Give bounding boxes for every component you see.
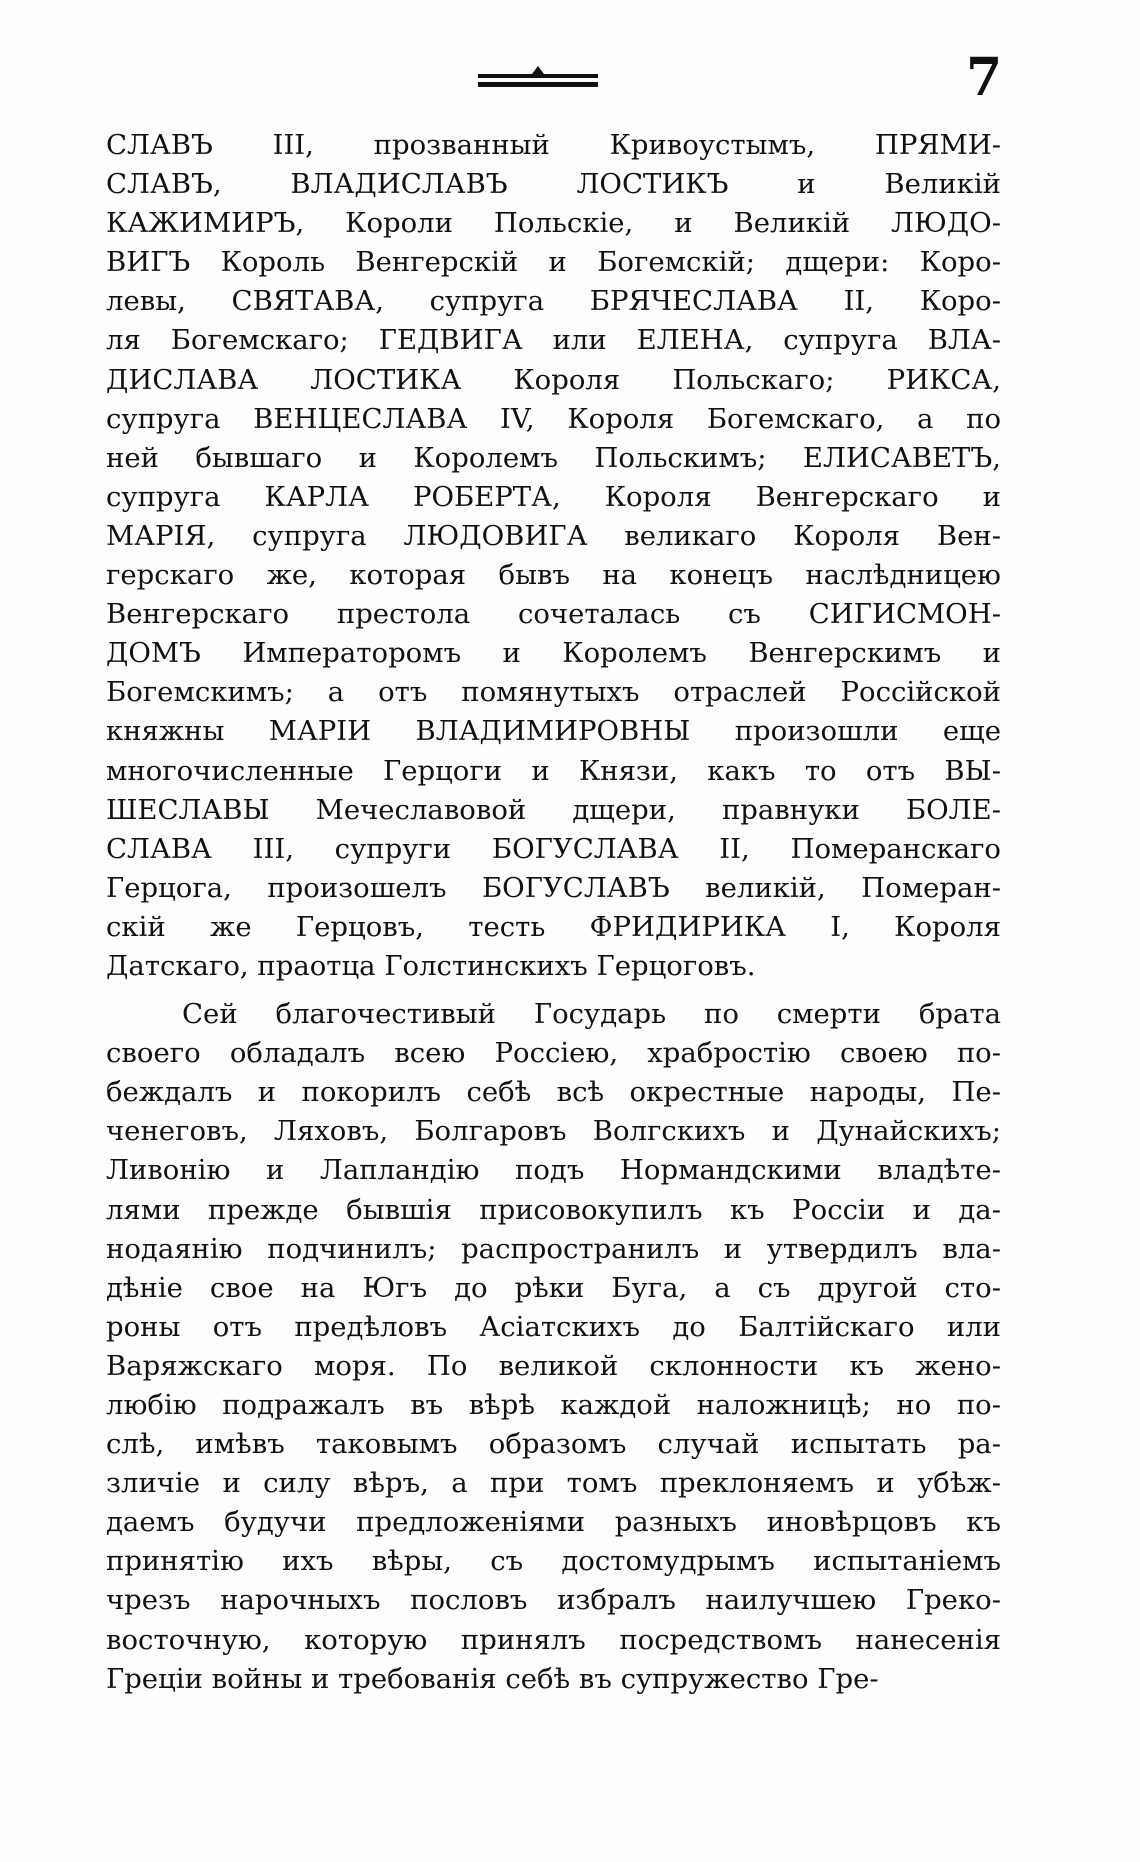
text-line: супруга ВЕНЦЕСЛАВА IV, Короля Богемскаго, а по <box>106 402 1001 435</box>
paragraph <box>106 995 1001 1699</box>
text-line: СЛАВЪ III, прозванный Кривоустымъ, ПРЯМИ- <box>106 129 1001 161</box>
text-line: ней бывшаго и Королемъ Польскимъ; ЕЛИСАВЕТЪ, <box>106 441 1001 474</box>
rule-line-top <box>478 74 598 78</box>
text-line: восточную, которую принялъ посредствомъ нанесенія <box>106 1623 1001 1656</box>
text-line: даемъ будучи предложеніями разныхъ иновѣрцовъ къ <box>106 1506 1001 1539</box>
text-line: СЛАВА III, супруги БОГУСЛАВА II, Померанскаго <box>106 832 1001 865</box>
text-line: герскаго же, которая бывъ на конецъ наслѣдницею <box>106 559 1001 592</box>
text-line: ля Богемскаго; ГЕДВИГА или ЕЛЕНА, супруга ВЛА- <box>106 324 1001 357</box>
page-number: 7 <box>966 47 1003 108</box>
header-ornament-rule <box>478 74 598 88</box>
text-line: ченеговъ, Ляховъ, Болгаровъ Волгскихъ и Дунайскихъ; <box>106 1115 1001 1148</box>
text-line: любію подражалъ въ вѣрѣ каждой наложницѣ; но по- <box>106 1389 1001 1421</box>
text-line: беждалъ и покорилъ себѣ всѣ окрестные народы, Пе- <box>106 1076 1001 1109</box>
text-line: Греціи войны и требованія себѣ въ супружество Гре- <box>106 1662 879 1695</box>
text-line: своего обладалъ всею Россіею, храбростію своею по- <box>106 1037 1001 1070</box>
text-line: скій же Герцовъ, тесть ФРИДИРИКА I, Короля <box>106 910 1001 943</box>
text-line: дѣніе свое на Югъ до рѣки Буга, а съ другой сто- <box>106 1271 1001 1304</box>
text-line: Датскаго, праотца Голстинскихъ Герцоговъ. <box>106 949 756 982</box>
text-line: ДИСЛАВА ЛОСТИКА Короля Польскаго; РИКСА, <box>106 363 1001 396</box>
text-line: СЛАВЪ, ВЛАДИСЛАВЪ ЛОСТИКЪ и Великій <box>106 168 1001 201</box>
text-line: многочисленные Герцоги и Князи, какъ то отъ ВЫ- <box>106 754 1001 787</box>
paragraph-gap <box>106 986 1001 995</box>
text-line: Ливонію и Лапландію подъ Нормандскими владѣте- <box>106 1154 1001 1187</box>
rule-line-bottom <box>478 82 598 87</box>
text-line: нодаянію подчинилъ; распространилъ и утвердилъ вла- <box>106 1232 1001 1265</box>
ornament-icon <box>532 66 544 74</box>
text-line: левы, СВЯТАВА, супруга БРЯЧЕСЛАВА II, Коро- <box>106 285 1001 318</box>
paragraph <box>106 126 1001 986</box>
text-line: Сей благочестивый Государь по смерти брата <box>182 998 1001 1031</box>
text-line: слѣ, имѣвъ таковымъ образомъ случай испытать ра- <box>106 1428 1001 1461</box>
text-line: Варяжскаго моря. По великой склонности къ жено- <box>106 1349 1001 1382</box>
text-line: роны отъ предѣловъ Асіатскихъ до Балтійскаго или <box>106 1310 1001 1343</box>
text-line: супруга КАРЛА РОБЕРТА, Короля Венгерскаго и <box>106 480 1001 513</box>
text-line: КАЖИМИРЪ, Короли Польскіе, и Великій ЛЮДО- <box>106 207 1001 240</box>
text-line: МАРІЯ, супруга ЛЮДОВИГА великаго Короля Вен- <box>106 519 1001 552</box>
text-line: Венгерскаго престола сочеталась съ СИГИСМОН- <box>106 598 1001 631</box>
text-line: чрезъ нарочныхъ пословъ избралъ наилучшею Греко- <box>106 1584 1001 1617</box>
text-line: Богемскимъ; а отъ помянутыхъ отраслей Россійской <box>106 676 1001 709</box>
text-line: ШЕСЛАВЫ Мечеславовой дщери, правнуки БОЛЕ- <box>106 793 1001 826</box>
text-line: ДОМЪ Императоромъ и Королемъ Венгерскимъ и <box>106 637 1001 670</box>
text-line: зличіе и силу вѣръ, а при томъ преклоняемъ и убѣж- <box>106 1467 1001 1500</box>
text-line: лями прежде бывшія присовокупилъ къ Россіи и да- <box>106 1193 1001 1226</box>
text-body <box>106 126 1001 1699</box>
text-line: княжны МАРІИ ВЛАДИМИРОВНЫ произошли еще <box>106 715 1001 748</box>
text-line: принятію ихъ вѣры, съ достомудрымъ испытаніемъ <box>106 1545 1001 1578</box>
text-line: ВИГЪ Король Венгерскій и Богемскій; дщери: Коро- <box>106 246 1001 279</box>
text-line: Герцога, произошелъ БОГУСЛАВЪ великій, Померан- <box>106 871 1001 904</box>
